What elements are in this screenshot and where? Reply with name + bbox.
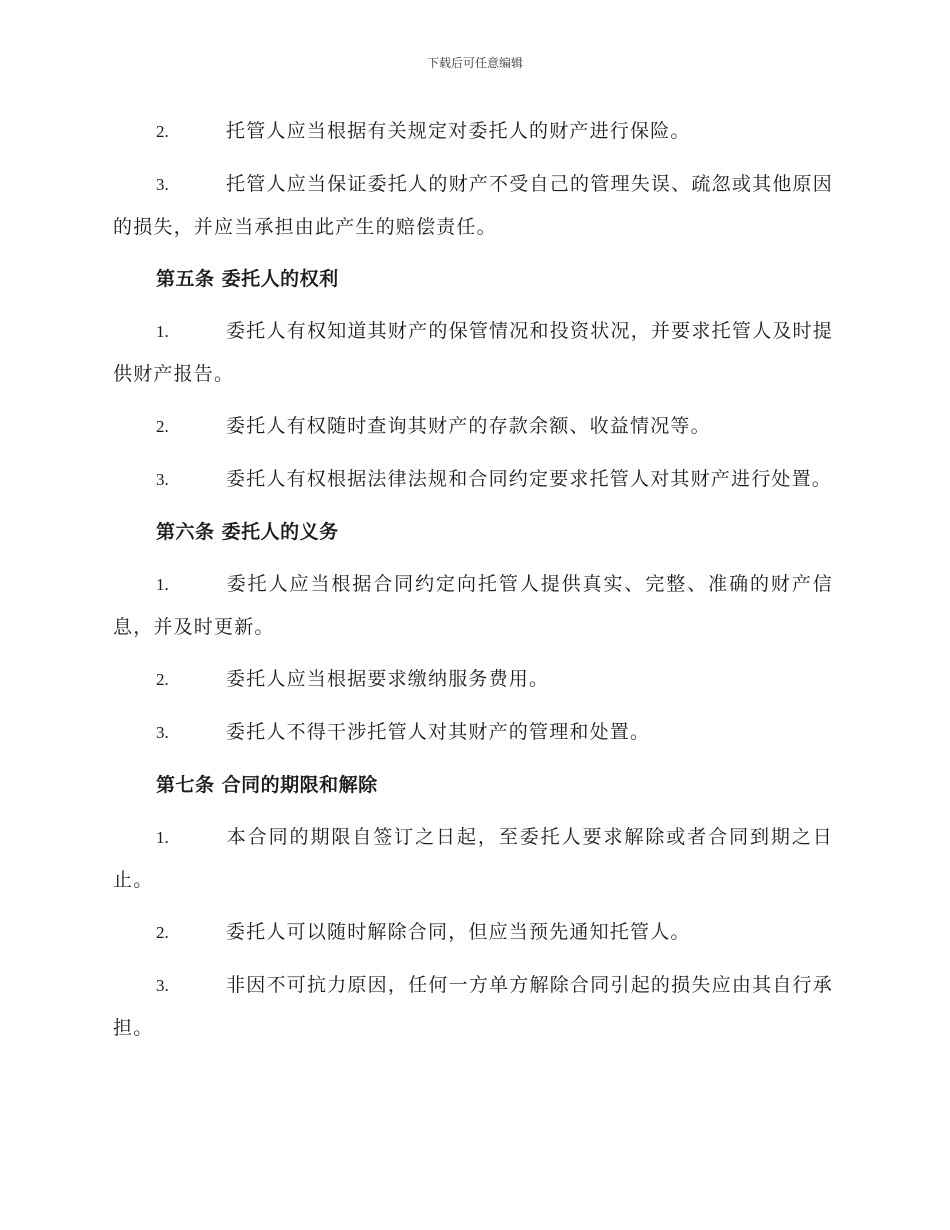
clause-text: 委托人不得干涉托管人对其财产的管理和处置。	[226, 721, 651, 743]
clause-item	[113, 964, 833, 1049]
page-header: 下载后可任意编辑	[426, 56, 523, 70]
clause-text: 托管人应当根据有关规定对委托人的财产进行保险。	[226, 120, 691, 142]
clause-item	[113, 310, 833, 395]
clause-number: 1.	[156, 575, 169, 594]
clause-item	[113, 658, 833, 701]
document-body	[113, 110, 833, 1059]
clause-item	[113, 816, 833, 901]
clause-item	[113, 563, 833, 648]
clause-number: 3.	[156, 976, 169, 995]
section-heading: 第五条 委托人的权利	[156, 268, 339, 290]
clause-text: 托管人应当保证委托人的财产不受自己的管理失误、疏忽或其他原因的损失，并应当承担由此产生的赔偿责任。	[113, 173, 833, 238]
clause-item	[113, 110, 833, 153]
clause-item	[113, 711, 833, 754]
section-heading: 第六条 委托人的义务	[156, 521, 339, 543]
clause-item	[113, 163, 833, 248]
clause-text: 委托人应当根据合同约定向托管人提供真实、完整、准确的财产信息，并及时更新。	[113, 573, 833, 638]
clause-text: 非因不可抗力原因，任何一方单方解除合同引起的损失应由其自行承担。	[113, 974, 833, 1039]
clause-number: 3.	[156, 175, 169, 194]
clause-number: 3.	[156, 470, 169, 489]
clause-text: 委托人有权知道其财产的保管情况和投资状况，并要求托管人及时提供财产报告。	[113, 320, 833, 385]
clause-number: 1.	[156, 828, 169, 847]
clause-number: 2.	[156, 417, 169, 436]
clause-text: 委托人有权根据法律法规和合同约定要求托管人对其财产进行处置。	[226, 468, 833, 490]
clause-number: 2.	[156, 122, 169, 141]
clause-number: 2.	[156, 670, 169, 689]
clause-number: 3.	[156, 723, 169, 742]
clause-text: 本合同的期限自签订之日起，至委托人要求解除或者合同到期之日止。	[113, 826, 833, 891]
clause-text: 委托人可以随时解除合同，但应当预先通知托管人。	[226, 921, 691, 943]
clause-number: 1.	[156, 322, 169, 341]
clause-text: 委托人应当根据要求缴纳服务费用。	[226, 668, 550, 690]
section-heading: 第七条 合同的期限和解除	[156, 774, 378, 796]
clause-item	[113, 405, 833, 448]
clause-item	[113, 911, 833, 954]
clause-number: 2.	[156, 923, 169, 942]
clause-item	[113, 458, 833, 501]
clause-text: 委托人有权随时查询其财产的存款余额、收益情况等。	[226, 415, 711, 437]
